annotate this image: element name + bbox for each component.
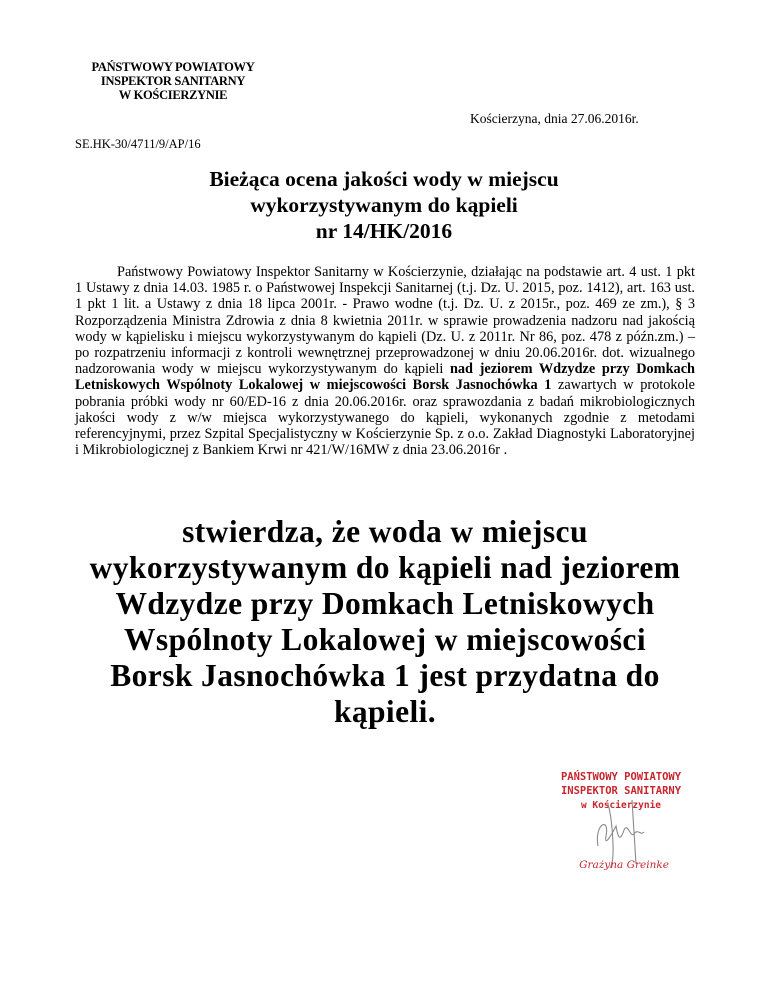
body-paragraph-container	[75, 264, 695, 458]
body-text-outro: zawartych w protokole pobrania próbki wody nr 60/ED-16 z dnia 20.06.2016r. oraz sprawozdania z badań mikrobiologicznych jakości wody z w/w miejsca wykorzystywanego do kąpieli, wykonanych zgodnie z metodami referencyjnymi, przez Szpital Specjalistyczny w Kościerzynie Sp. z o.o. Zakład Diagnostyki Laboratoryjnej i Mikrobiologicznej z Bankiem Krwi nr 421/W/16MW z dnia 23.06.2016r .	[75, 377, 695, 459]
authority-line-3: W KOŚCIERZYNIE	[118, 88, 228, 102]
body-text-location: nad jeziorem Wdzydze przy Domkach Letniskowych Wspólnoty Lokalowej w miejscowości Borsk Jasnochówka 1	[75, 361, 695, 394]
body-paragraph	[75, 264, 695, 458]
official-stamp	[536, 764, 706, 884]
title-line-2: wykorzystywanym do kąpieli	[250, 193, 518, 217]
decision-statement	[40, 514, 730, 730]
decision-line-2: wykorzystywanym do kąpieli nad jeziorem	[89, 550, 681, 585]
place-and-date: Kościerzyna, dnia 27.06.2016r.	[470, 111, 639, 126]
reference-number: SE.HK-30/4711/9/AP/16	[75, 137, 201, 151]
decision-line-3: Wdzydze przy Domkach Letniskowych	[115, 586, 655, 621]
stamp-line-3: w Kościerzynie	[580, 800, 662, 811]
title-line-3: nr 14/HK/2016	[315, 219, 453, 243]
decision-line-1: stwierdza, że woda w miejscu	[182, 514, 588, 549]
body-text-intro: Państwowy Powiatowy Inspektor Sanitarny w Kościerzynie, działając na podstawie art. 4 ust. 1 pkt 1 Ustawy z dnia 14.03. 1985 r. o Państwowej Inspekcji Sanitarnej (t.j. Dz. U. 2015, poz. 1412), art. 163 ust. 1 pkt 1 lit. a Ustawy z dnia 18 lipca 2001r. - Prawo wodne (t.j. Dz. U. z 2015r., poz. 469 ze zm.), § 3 Rozporządzenia Ministra Zdrowia z dnia 8 kwietnia 2011r. w sprawie prowadzenia nadzoru nad jakością wody w kąpielisku i miejscu wykorzystywanym do kąpieli (Dz. U. z 2011r. Nr 86, poz. 478 z późn.zm.) – po rozpatrzeniu informacji z kontroli wewnętrznej przeprowadzonej w dniu 20.06.2016r. dot. wizualnego nadzorowania wody w miejscu wykorzystywanym do kąpieli	[75, 264, 695, 378]
decision-line-4: Wspólnoty Lokalowej w miejscowości	[124, 622, 646, 657]
stamp-line-1: PAŃSTWOWY POWIATOWY	[560, 771, 682, 783]
document-title	[100, 166, 668, 244]
issuing-authority	[58, 60, 288, 102]
stamp-signatory-name: Grażyna Greinke	[579, 859, 669, 871]
stamp-line-2: INSPEKTOR SANITARNY	[560, 785, 682, 797]
decision-line-6: kąpieli.	[333, 694, 437, 729]
authority-line-1: PAŃSTWOWY POWIATOWY	[91, 60, 255, 74]
authority-line-2: INSPEKTOR SANITARNY	[100, 74, 246, 88]
title-line-1: Bieżąca ocena jakości wody w miejscu	[209, 167, 559, 191]
stamp-graphic	[536, 764, 706, 884]
decision-line-5: Borsk Jasnochówka 1 jest przydatna do	[110, 658, 660, 693]
